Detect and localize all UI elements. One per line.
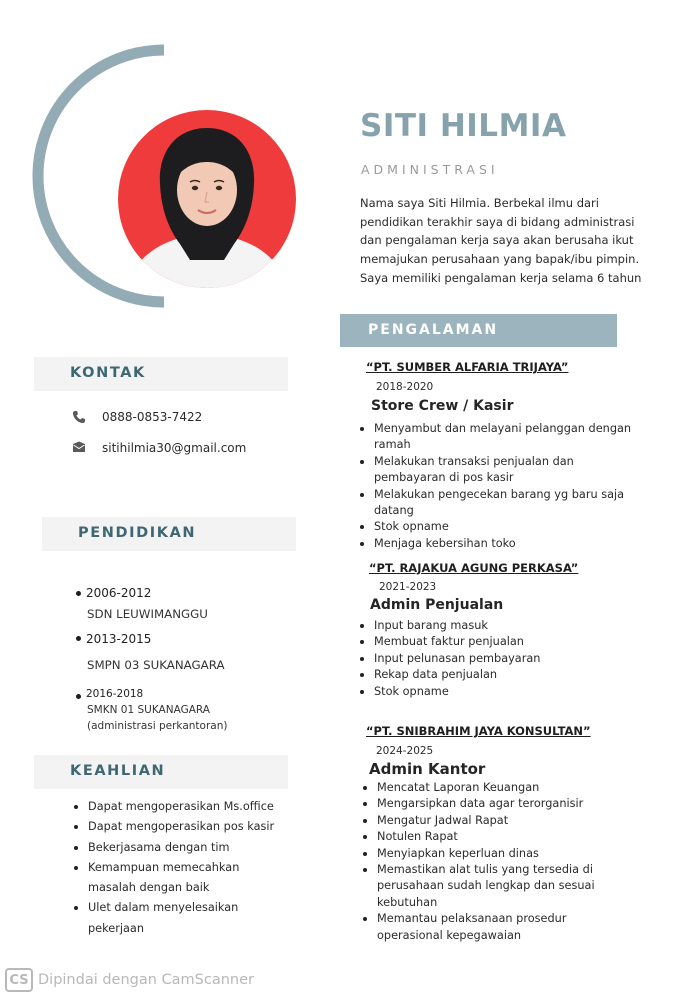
education-school: SMPN 03 SUKANAGARA bbox=[87, 658, 225, 672]
job-3-company: “PT. SNIBRAHIM JAYA KONSULTAN” bbox=[366, 724, 591, 738]
education-years: 2016-2018 bbox=[86, 688, 144, 700]
job-2-duty: Membuat faktur penjualan bbox=[360, 634, 545, 650]
job-3-duty: Menyiapkan keperluan dinas bbox=[363, 846, 631, 862]
phone-number: 0888-0853-7422 bbox=[102, 410, 203, 424]
job-1-company: “PT. SUMBER ALFARIA TRIJAYA” bbox=[366, 360, 569, 374]
email-address: sitihilmia30@gmail.com bbox=[102, 441, 247, 455]
profile-summary: Nama saya Siti Hilmia. Berbekal ilmu dari pendidikan terakhir saya di bidang administrasi dan pengalaman kerja saya akan berusaha ikut memajukan perusahaan yang bapak/ibu pimpin. Saya memiliki pengalaman kerja selama 6 tahun bbox=[360, 196, 642, 285]
bullet bbox=[76, 694, 81, 699]
job-2-duty: Stok opname bbox=[360, 684, 545, 700]
job-2-company: “PT. RAJAKUA AGUNG PERKASA” bbox=[369, 561, 579, 575]
job-3-title: Admin Kantor bbox=[369, 760, 486, 778]
skill-item: Ulet dalam menyelesaikan pekerjaan bbox=[74, 898, 259, 939]
education-years: 2006-2012 bbox=[86, 586, 152, 600]
photo-frame bbox=[30, 42, 298, 310]
contact-phone bbox=[72, 410, 202, 424]
contact-heading: KONTAK bbox=[34, 357, 288, 391]
job-3-duty: Memastikan alat tulis yang tersedia di perusahaan sudah lengkap dan sesuai kebutuhan bbox=[363, 862, 631, 911]
job-3-duty: Mencatat Laporan Keuangan bbox=[363, 780, 631, 796]
job-3-duty: Memantau pelaksanaan prosedur operasional kepegawaian bbox=[363, 911, 631, 944]
profile-photo bbox=[118, 110, 296, 288]
job-1-duty: Menjaga kebersihan toko bbox=[360, 536, 640, 552]
skill-item: Kemampuan memecahkan masalah dengan baik bbox=[74, 858, 249, 899]
bullet bbox=[76, 636, 81, 641]
contact-email bbox=[72, 441, 246, 455]
education-heading: PENDIDIKAN bbox=[42, 517, 296, 551]
job-3-duty: Mengarsipkan data agar terorganisir bbox=[363, 796, 631, 812]
education-note: (administrasi perkantoran) bbox=[87, 720, 228, 732]
job-1-title: Store Crew / Kasir bbox=[371, 398, 514, 414]
job-1-duty: Melakukan transaksi penjualan dan pembayaran di pos kasir bbox=[360, 454, 640, 487]
job-1-duty: Melakukan pengecekan barang yg baru saja datang bbox=[360, 487, 640, 520]
job-3-duty: Mengatur Jadwal Rapat bbox=[363, 813, 631, 829]
bullet bbox=[76, 591, 81, 596]
job-3-duties bbox=[363, 780, 631, 944]
job-role: ADMINISTRASI bbox=[361, 162, 499, 177]
job-2-years: 2021-2023 bbox=[379, 581, 437, 593]
job-3-years: 2024-2025 bbox=[376, 745, 434, 757]
scanner-watermark bbox=[5, 968, 254, 992]
education-school: SDN LEUWIMANGGU bbox=[87, 607, 208, 621]
job-1-years: 2018-2020 bbox=[376, 381, 434, 393]
job-2-duties bbox=[360, 618, 545, 700]
skills-heading: KEAHLIAN bbox=[34, 755, 288, 789]
experience-heading: PENGALAMAN bbox=[340, 314, 617, 347]
full-name: SITI HILMIA bbox=[360, 108, 567, 144]
camscanner-logo-icon: CS bbox=[5, 968, 33, 992]
envelope-icon bbox=[72, 441, 88, 455]
skill-item: Dapat mengoperasikan pos kasir bbox=[74, 817, 294, 837]
education-school: SMKN 01 SUKANAGARA bbox=[87, 704, 210, 716]
skill-item: Bekerjasama dengan tim bbox=[74, 838, 294, 858]
job-2-duty: Input pelunasan pembayaran bbox=[360, 651, 545, 667]
education-years: 2013-2015 bbox=[86, 632, 152, 646]
job-1-duty: Stok opname bbox=[360, 519, 640, 535]
phone-icon bbox=[72, 410, 88, 424]
job-1-duties bbox=[360, 421, 640, 552]
job-2-title: Admin Penjualan bbox=[370, 597, 504, 613]
job-2-duty: Input barang masuk bbox=[360, 618, 545, 634]
job-3-duty: Notulen Rapat bbox=[363, 829, 631, 845]
skill-item: Dapat mengoperasikan Ms.office bbox=[74, 797, 294, 817]
person-portrait bbox=[118, 110, 296, 288]
job-1-duty: Menyambut dan melayani pelanggan dengan ramah bbox=[360, 421, 640, 454]
job-2-duty: Rekap data penjualan bbox=[360, 667, 545, 683]
watermark-text: Dipindai dengan CamScanner bbox=[38, 972, 255, 988]
skills-list bbox=[74, 797, 294, 939]
